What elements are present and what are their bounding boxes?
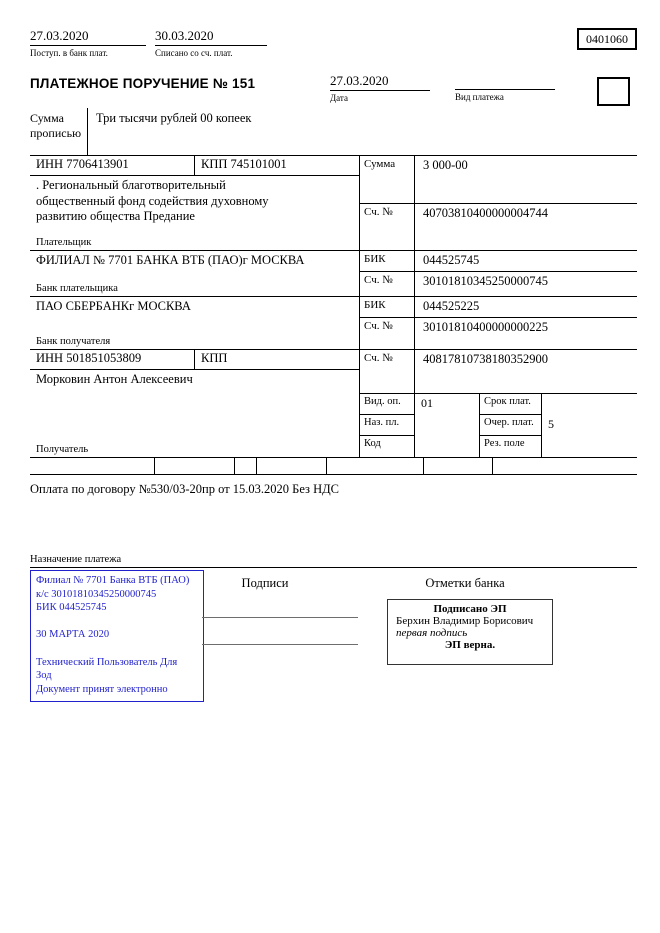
recipient-right-cell — [360, 350, 637, 457]
payment-type-field — [455, 73, 555, 102]
stamp-line — [36, 615, 198, 629]
bank-electronic-stamp — [30, 570, 204, 702]
naz-pl-value — [415, 415, 480, 436]
payer-bank-band — [30, 251, 637, 297]
reserve-value — [542, 436, 637, 457]
recipient-bank-account-label: Сч. № — [360, 318, 415, 349]
payer-bank-cell — [30, 251, 360, 296]
payer-inn: ИНН 7706413901 — [30, 156, 195, 175]
recipient-kpp: КПП — [201, 351, 228, 365]
tax-cell — [327, 458, 424, 474]
recipient-inn: ИНН 501851053809 — [30, 350, 195, 369]
naz-pl-row — [360, 415, 637, 436]
stamp-line — [36, 642, 198, 656]
payment-type-value — [455, 73, 555, 90]
received-date-value: 27.03.2020 — [30, 28, 146, 46]
ep-signed-title: Подписано ЭП — [433, 603, 507, 615]
received-in-bank-field — [30, 28, 146, 58]
recipient-cell — [30, 350, 360, 457]
document-date-value: 27.03.2020 — [330, 73, 430, 91]
recipient-bank-band — [30, 297, 637, 350]
document-title: ПЛАТЕЖНОЕ ПОРУЧЕНИЕ № 151 — [30, 76, 256, 91]
naz-pl-label: Наз. пл. — [360, 415, 415, 436]
payment-order-table — [30, 155, 637, 475]
payer-inn-kpp-row — [30, 156, 359, 176]
recipient-bank-section-label: Банк получателя — [36, 336, 111, 347]
payer-bank-account-value: 30101810345250000745 — [423, 274, 548, 288]
recipient-bank-cell — [30, 297, 360, 349]
signatures-header: Подписи — [241, 576, 289, 590]
debited-date-label: Списано со сч. плат. — [155, 48, 233, 58]
tax-cell — [493, 458, 637, 474]
recipient-section-label: Получатель — [36, 444, 89, 455]
status-checkbox — [597, 77, 630, 106]
document-date-field — [330, 73, 430, 103]
payer-account-row — [360, 204, 637, 250]
recipient-band — [30, 350, 637, 458]
stamp-line: Технический Пользователь Для — [36, 656, 178, 668]
recipient-name: Морковин Антон Алексеевич — [36, 372, 193, 386]
recipient-bank-bik-label: БИК — [360, 297, 415, 317]
payer-account-label: Сч. № — [360, 204, 415, 250]
payer-bank-account-label: Сч. № — [360, 272, 415, 296]
code-value — [415, 436, 480, 457]
sum-value: 3 000-00 — [423, 158, 468, 172]
order-label: Очер. плат. — [480, 415, 542, 436]
term-label: Срок плат. — [480, 394, 542, 415]
amount-words-value: Три тысячи рублей 00 копеек — [87, 108, 637, 155]
stamp-line: к/с 30101810345250000745 — [36, 588, 157, 600]
payer-bank-bik-label: БИК — [360, 251, 415, 271]
payer-right-cell — [360, 156, 637, 250]
ep-signer-name: Берхин Владимир Борисович — [396, 615, 534, 627]
reserve-label: Рез. поле — [480, 436, 542, 457]
recipient-bank-bik-row — [360, 297, 637, 318]
payer-name: . Региональный благотворительный общественный фонд содействия духовному развитию общества Предание — [36, 178, 269, 223]
payer-section-label: Плательщик — [36, 237, 92, 248]
operation-grid — [360, 393, 637, 457]
payer-bank-name: ФИЛИАЛ № 7701 БАНКА ВТБ (ПАО)г МОСКВА — [36, 253, 305, 267]
tax-cell — [155, 458, 235, 474]
debited-from-account-field — [155, 28, 267, 58]
payer-kpp: КПП 745101001 — [201, 157, 287, 171]
tax-cell — [257, 458, 327, 474]
recipient-bank-right-cell — [360, 297, 637, 349]
stamp-line: Зод — [36, 670, 52, 682]
payer-band — [30, 156, 637, 251]
signature-line-1 — [202, 617, 358, 618]
payer-bank-account-row — [360, 272, 637, 296]
tax-cell — [30, 458, 155, 474]
term-value — [542, 394, 637, 415]
document-date-label: Дата — [330, 93, 348, 103]
op-type-label: Вид. оп. — [360, 394, 415, 415]
stamp-line: Документ принят электронно — [36, 683, 168, 695]
bank-marks-header: Отметки банка — [425, 576, 505, 590]
amount-words-label: Сумма прописью — [30, 111, 82, 140]
payer-cell — [30, 156, 360, 250]
form-code-box: 0401060 — [577, 28, 637, 50]
debited-date-value: 30.03.2020 — [155, 28, 267, 46]
recipient-bank-account-value: 30101810400000000225 — [423, 320, 548, 334]
payer-account-value: 40703810400000004744 — [423, 206, 548, 220]
tax-cell — [424, 458, 493, 474]
signature-line-2 — [202, 644, 358, 645]
recipient-inn-kpp-row — [30, 350, 359, 370]
tax-cell — [235, 458, 257, 474]
sum-row — [360, 156, 637, 204]
footer-section — [30, 568, 637, 733]
stamp-line: Филиал № 7701 Банка ВТБ (ПАО) — [36, 575, 190, 586]
payment-purpose-text: Оплата по договору №530/03-20пр от 15.03.2020 Без НДС — [30, 482, 339, 496]
stamp-line: БИК 044525745 — [36, 602, 107, 614]
payment-purpose-label: Назначение платежа — [30, 554, 122, 565]
op-type-row — [360, 394, 637, 415]
tax-fields-row — [30, 458, 637, 475]
code-row — [360, 436, 637, 457]
op-type-value: 01 — [415, 394, 480, 415]
payer-bank-section-label: Банк плательщика — [36, 283, 118, 294]
ep-verified-text: ЭП верна. — [444, 639, 496, 651]
order-value: 5 — [548, 417, 554, 431]
amount-in-words-row — [30, 108, 637, 155]
recipient-account-label: Сч. № — [360, 350, 415, 393]
payment-type-label: Вид платежа — [455, 92, 504, 102]
payer-bank-right-cell — [360, 251, 637, 296]
ep-first-signature-note: первая подпись — [396, 627, 468, 639]
payer-bank-bik-row — [360, 251, 637, 272]
code-label: Код — [360, 436, 415, 457]
sum-label: Сумма — [360, 156, 415, 203]
recipient-bank-name: ПАО СБЕРБАНКг МОСКВА — [36, 299, 191, 313]
recipient-account-row — [360, 350, 637, 393]
recipient-bank-bik-value: 044525225 — [423, 299, 480, 313]
stamp-line: 30 МАРТА 2020 — [36, 629, 110, 641]
received-date-label: Поступ. в банк плат. — [30, 48, 108, 58]
recipient-account-value: 40817810738180352900 — [423, 352, 548, 366]
electronic-signature-box — [387, 599, 553, 665]
payer-bank-bik-value: 044525745 — [423, 253, 480, 267]
payment-purpose-section — [30, 475, 637, 568]
recipient-bank-account-row — [360, 318, 637, 349]
